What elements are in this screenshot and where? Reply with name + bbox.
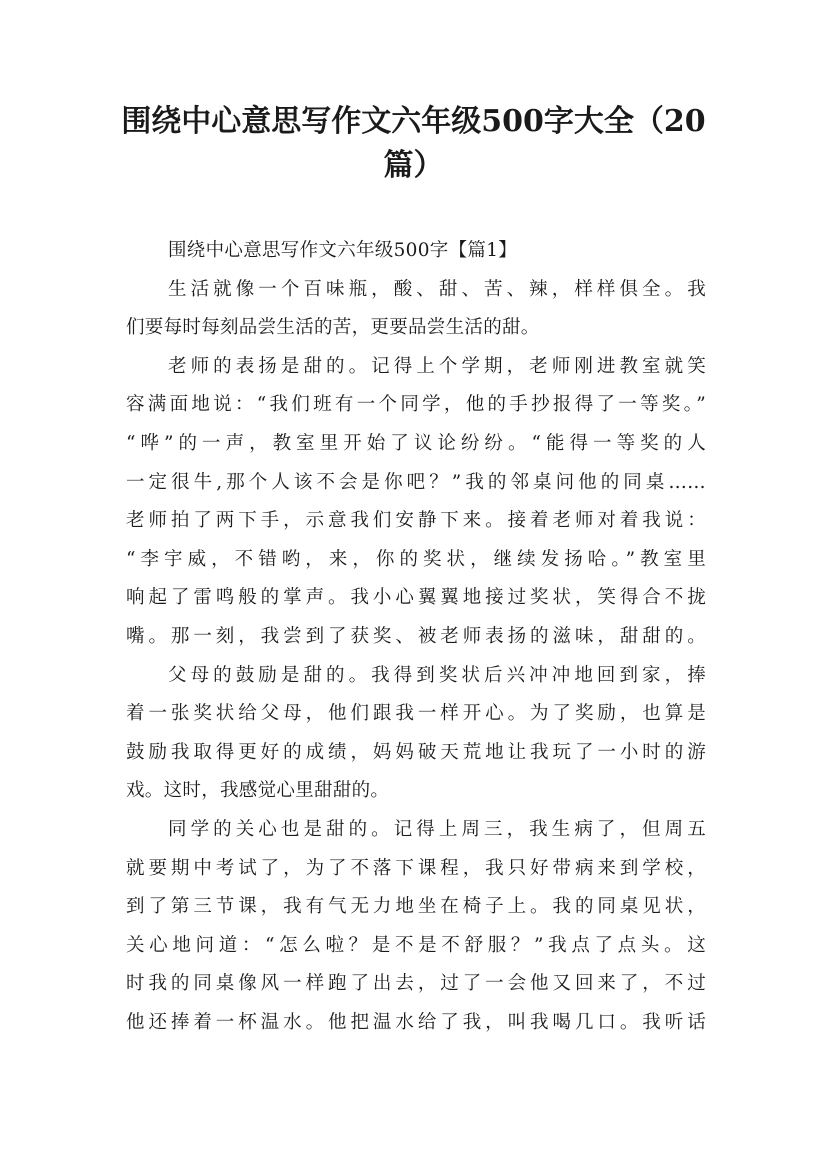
paragraph-line: 同学的关心也是甜的。记得上周三，我生病了，但周五 <box>168 818 706 840</box>
paragraph-line: 生活就像一个百味瓶，酸、甜、苦、辣，样样俱全。我 <box>168 278 706 300</box>
paragraph-line: “哗”的一声，教室里开始了议论纷纷。“能得一等奖的人 <box>126 432 706 454</box>
paragraph-line: 时我的同桌像风一样跑了出去，过了一会他又回来了，不过 <box>126 973 706 995</box>
section-heading: 围绕中心意思写作文六年级500字【篇1】 <box>168 240 518 261</box>
paragraph-line: 响起了雷鸣般的掌声。我小心翼翼地接过奖状，笑得合不拢 <box>126 587 706 609</box>
title-line: 围绕中心意思写作文六年级500字大全（20 <box>121 104 706 139</box>
paragraph-line: 他还捧着一杯温水。他把温水给了我，叫我喝几口。我听话 <box>126 1011 706 1033</box>
paragraph-line: 一定很牛,那个人该不会是你吧？”我的邻桌问他的同桌…… <box>126 471 706 493</box>
paragraph-line: 老师的表扬是甜的。记得上个学期，老师刚进教室就笑 <box>168 355 706 377</box>
paragraph-line: 们要每时每刻品尝生活的苦，更要品尝生活的甜。 <box>126 317 540 339</box>
paragraph-line: 戏。这时，我感觉心里甜甜的。 <box>126 780 390 802</box>
paragraph-line: 鼓励我取得更好的成绩，妈妈破天荒地让我玩了一小时的游 <box>126 741 706 763</box>
paragraph-line: 父母的鼓励是甜的。我得到奖状后兴冲冲地回到家，捧 <box>168 664 706 686</box>
paragraph-line: 容满面地说：“我们班有一个同学，他的手抄报得了一等奖。” <box>126 394 706 416</box>
paragraph-line: “李宇威，不错哟，来，你的奖状，继续发扬哈。”教室里 <box>126 548 706 570</box>
title-line: 篇） <box>383 148 444 183</box>
paragraph-line: 关心地问道：“怎么啦？是不是不舒服？”我点了点头。这 <box>126 934 706 956</box>
paragraph-line: 就要期中考试了，为了不落下课程，我只好带病来到学校， <box>126 857 706 879</box>
paragraph-line: 老师拍了两下手，示意我们安静下来。接着老师对着我说： <box>126 510 706 532</box>
document-body <box>126 232 706 1042</box>
document-title <box>110 100 717 188</box>
paragraph-line: 着一张奖状给父母，他们跟我一样开心。为了奖励，也算是 <box>126 703 706 725</box>
paragraph-line: 嘴。那一刻，我尝到了获奖、被老师表扬的滋味，甜甜的。 <box>126 625 706 647</box>
paragraph-line: 到了第三节课，我有气无力地坐在椅子上。我的同桌见状， <box>126 896 706 918</box>
